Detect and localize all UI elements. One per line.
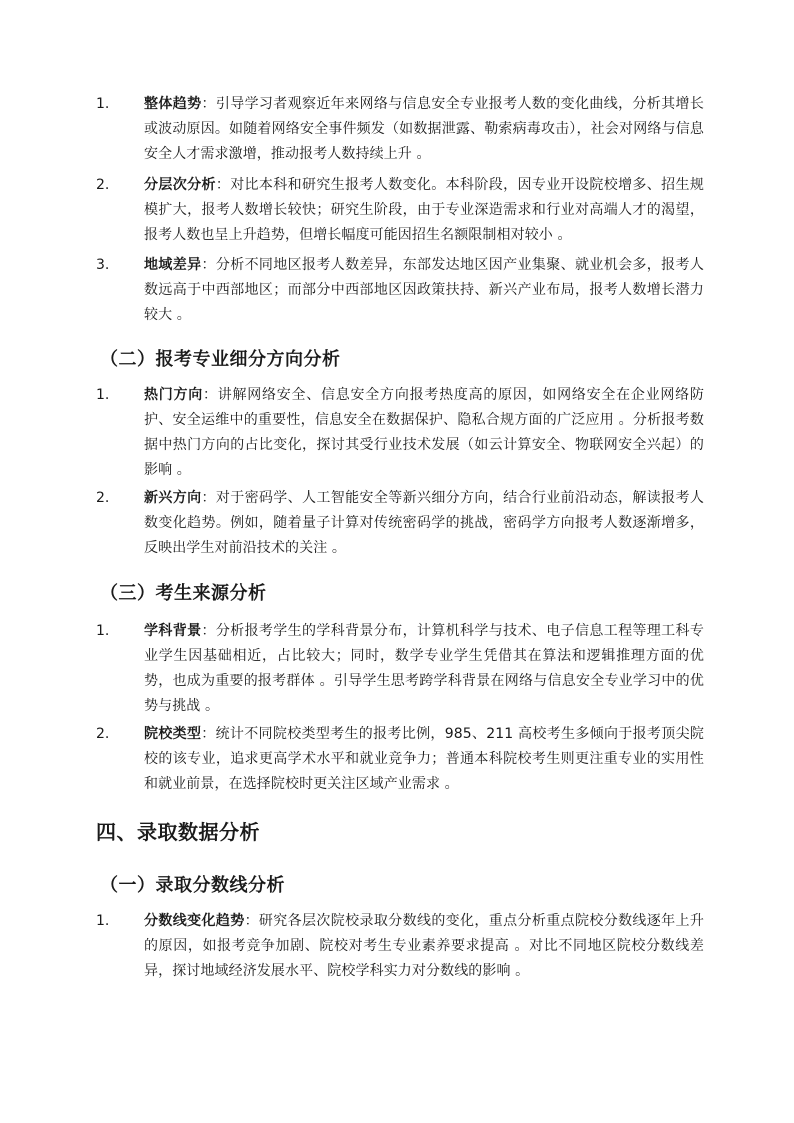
list-term: 学科背景 [144,623,202,639]
section-heading: （三）考生来源分析 [100,583,267,604]
list-number: 2. [96,726,110,742]
list-number: 1. [96,96,110,112]
list-text: ：对于密码学、人工智能安全等新兴细分方向，结合行业前沿动态，解读报考人数变化趋势。例如，随着量子计算对传统密码学的挑战，密码学方向报考人数逐渐增多，反映出学生对前沿技术的关注 。 [144,490,704,556]
list-number: 1. [96,913,110,929]
list-number: 2. [96,490,110,506]
list-term: 分层次分析 [144,177,216,193]
list-term: 院校类型 [144,726,202,742]
list-body [144,619,704,719]
list-term: 分数线变化趋势 [144,913,245,929]
section-heading: （一）录取分数线分析 [100,875,285,896]
list-number: 3. [96,257,110,273]
list-item [96,92,704,167]
list-text: ：分析不同地区报考人数差异，东部发达地区因产业集聚、就业机会多，报考人数远高于中西部地区；而部分中西部地区因政策扶持、新兴产业布局，报考人数增长潜力较大 。 [144,257,704,323]
list-body [144,909,704,984]
list-item [96,486,704,561]
list-number: 2. [96,177,110,193]
list-item [96,253,704,328]
list-item [96,722,704,797]
section-heading: （二）报考专业细分方向分析 [100,349,341,370]
list-term: 热门方向 [144,387,204,403]
list-body [144,92,704,167]
list-item [96,909,704,984]
list-term: 整体趋势 [144,96,202,112]
list-body [144,173,704,248]
list-number: 1. [96,623,110,639]
list-item [96,173,704,248]
list-text: ：分析报考学生的学科背景分布，计算机科学与技术、电子信息工程等理工科专业学生因基础相近，占比较大；同时，数学专业学生凭借其在算法和逻辑推理方面的优势，也成为重要的报考群体 。引导学生思考跨学科背景在网络与信息安全专业学习中的优势与挑战 。 [144,623,704,714]
list-body [144,486,704,561]
list-text: ：研究各层次院校录取分数线的变化，重点分析重点院校分数线逐年上升的原因，如报考竞争加剧、院校对考生专业素养要求提高 。对比不同地区院校分数线差异，探讨地域经济发展水平、院校学科实力对分数线的影响 。 [144,913,704,979]
list-body [144,722,704,797]
list-text: ：讲解网络安全、信息安全方向报考热度高的原因，如网络安全在企业网络防护、安全运维中的重要性，信息安全在数据保护、隐私合规方面的广泛应用 。分析报考数据中热门方向的占比变化，探讨其受行业技术发展（如云计算安全、物联网安全兴起）的影响 。 [144,387,704,478]
list-text: ：统计不同院校类型考生的报考比例，985、211 高校考生多倾向于报考顶尖院校的该专业，追求更高学术水平和就业竞争力；普通本科院校考生则更注重专业的实用性和就业前景，在选择院校时更关注区域产业需求 。 [144,726,704,792]
list-body [144,383,704,483]
chapter-heading: 四、录取数据分析 [96,820,260,844]
list-body [144,253,704,328]
list-term: 地域差异 [144,257,202,273]
list-text: ：对比本科和研究生报考人数变化。本科阶段，因专业开设院校增多、招生规模扩大，报考人数增长较快；研究生阶段，由于专业深造需求和行业对高端人才的渴望，报考人数也呈上升趋势，但增长幅度可能因招生名额限制相对较小 。 [144,177,704,243]
list-item [96,619,704,719]
list-text: ：引导学习者观察近年来网络与信息安全专业报考人数的变化曲线，分析其增长或波动原因。如随着网络安全事件频发（如数据泄露、勒索病毒攻击），社会对网络与信息安全人才需求激增，推动报考人数持续上升 。 [144,96,704,162]
list-number: 1. [96,387,110,403]
list-item [96,383,704,483]
list-term: 新兴方向 [144,490,202,506]
